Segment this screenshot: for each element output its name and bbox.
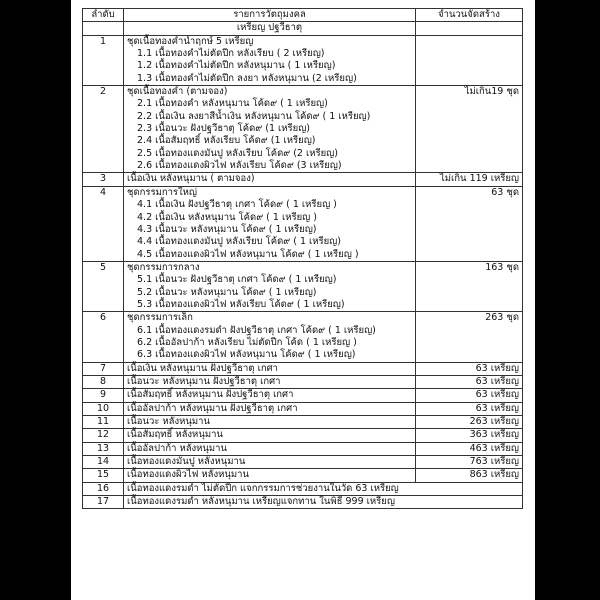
sub-item: 4.3 เนื้อนวะ หลังหนุมาน โค้ด๙ ( 1 เหรียญ) [137,223,317,235]
header-qty: จำนวนจัดสร้าง [416,9,523,22]
sub-item: 4.2 เนื้อเงิน หลังหนุมาน โค้ด๙ ( 1 เหรียญ ) [137,211,317,223]
row-description [124,261,416,311]
amulet-list-table [82,8,523,509]
row-number: 15 [83,469,124,482]
document-page [71,0,535,600]
coin-heading-row [83,22,523,35]
item-title: เนื้อทองแดงผิวไฟ หลังหนุมาน [127,469,249,481]
row-quantity [416,35,523,85]
table-row [83,261,523,311]
row-quantity: 763 เหรียญ [416,456,523,469]
row-description [124,35,416,85]
coin-heading: เหรียญ ปฐวีธาตุ [124,22,416,35]
table-row [83,482,523,495]
sub-item: 4.5 เนื้อทองแดงผิวไฟ หลังหนุมาน โค้ด๙ ( 1 เหรียญ ) [137,248,359,260]
row-quantity: 263 ชุด [416,312,523,362]
row-description [124,389,416,402]
item-title: เนื้อเงิน หลังหนุมาน ( ตามจอง) [127,173,255,185]
row-quantity: 463 เหรียญ [416,442,523,455]
table-row [83,442,523,455]
row-description [124,375,416,388]
sub-item: 5.2 เนื้อนวะ หลังหนุมาน โค้ด๙ ( 1 เหรียญ) [137,286,317,298]
row-quantity: 363 เหรียญ [416,429,523,442]
row-number: 12 [83,429,124,442]
table-row [83,375,523,388]
row-number: 10 [83,402,124,415]
sub-item: 2.4 เนื้อสัมฤทธิ์ หลังเรียบ โค้ด๙ (1 เหรียญ) [137,135,316,147]
row-description [124,362,416,375]
table-row [83,362,523,375]
item-title: เนื้อนวะ หลังหนุมาน ฝังปฐวีธาตุ เกศา [127,375,281,387]
sub-item: 2.3 เนื้อนวะ ฝังปฐวีธาตุ โค้ด๙ (1 เหรียญ) [137,123,311,135]
table-header-row [83,9,523,22]
row-number: 2 [83,86,124,173]
table-row [83,35,523,85]
sub-item: 2.2 เนื้อเงิน ลงยาสีน้ำเงิน หลังหนุมาน โค้ด๙ ( 1 เหรียญ) [137,110,371,122]
row-quantity: 263 เหรียญ [416,416,523,429]
row-description [124,186,416,261]
sub-item: 5.1 เนื้อนวะ ฝังปฐวีธาตุ เกศา โค้ด๙ ( 1 เหรียญ) [137,274,337,286]
row-number: 6 [83,312,124,362]
row-description [124,456,416,469]
row-description [124,86,416,173]
row-quantity: 63 เหรียญ [416,402,523,415]
row-number: 8 [83,375,124,388]
table-row [83,86,523,173]
sub-item: 4.1 เนื้อเงิน ฝังปฐวีธาตุ เกศา โค้ด๙ ( 1 เหรียญ ) [137,199,337,211]
row-number: 9 [83,389,124,402]
table-row [83,496,523,509]
item-title: เนื้อนวะ หลังหนุมาน [127,416,210,427]
row-description: เนื้อทองแดงรมดำ ไม่ตัดปีก แจกกรรมการช่วยงานในวัด 63 เหรียญ [124,482,523,495]
item-title: เนื้อสัมฤทธิ์ หลังหนุมาน [127,429,223,441]
item-title: ชุดเนื้อทองคำ (ตามจอง) [127,86,228,98]
row-description [124,442,416,455]
row-number: 14 [83,456,124,469]
sub-item: 5.3 เนื้อทองแดงผิวไฟ หลังเรียบ โค้ด๙ ( 1 เหรียญ) [137,298,345,310]
item-title: ชุดเนื้อทองคำนำฤกษ์ 5 เหรียญ [127,35,254,47]
item-title: ชุดกรรมการเล็ก [127,312,193,324]
row-number: 4 [83,186,124,261]
sub-item: 2.5 เนื้อทองแดงมันปู หลังเรียบ โค้ด๙ (2 เหรียญ) [137,147,338,159]
table-row [83,456,523,469]
row-number: 3 [83,173,124,186]
table-row [83,186,523,261]
item-title: ชุดกรรมการใหญ่ [127,186,198,198]
row-quantity: 163 ชุด [416,261,523,311]
row-quantity: 63 เหรียญ [416,389,523,402]
table-row [83,402,523,415]
item-title: เนื้อสัมฤทธิ์ หลังหนุมาน ฝังปฐวีธาตุ เกศา [127,389,294,401]
item-title: ชุดกรรมการกลาง [127,261,200,273]
row-quantity: 863 เหรียญ [416,469,523,482]
row-description: เนื้อทองแดงรมดำ หลังหนุมาน เหรียญแจกทาน ในพิธี 999 เหรียญ [124,496,523,509]
row-quantity: 63 ชุด [416,186,523,261]
sub-item: 6.2 เนื้ออัลปาก้า หลังเรียบ ไม่ตัดปีก โค้ด ( 1 เหรียญ ) [137,336,357,348]
header-list: รายการวัตถุมงคล [124,9,416,22]
row-number: 7 [83,362,124,375]
row-description [124,416,416,429]
table-row [83,416,523,429]
row-quantity: ไม่เกิน19 ชุด [416,86,523,173]
table-row [83,312,523,362]
table-row [83,173,523,186]
row-description [124,429,416,442]
row-number: 16 [83,482,124,495]
sub-item: 6.1 เนื้อทองแดงรมดำ ฝังปฐวีธาตุ เกศา โค้ด๙ ( 1 เหรียญ) [137,324,376,336]
row-quantity: 63 เหรียญ [416,375,523,388]
row-description [124,312,416,362]
row-description [124,402,416,415]
item-title: เนื้อทองแดงมันปู หลังหนุมาน [127,456,246,468]
row-number: 5 [83,261,124,311]
row-number: 11 [83,416,124,429]
item-title: เนื้ออัลปาก้า หลังหนุมาน ฝังปฐวีธาตุ เกศา [127,402,298,414]
sub-item: 6.3 เนื้อทองแดงผิวไฟ หลังหนุมาน โค้ด๙ ( 1 เหรียญ) [137,349,356,361]
row-description [124,173,416,186]
row-description [124,469,416,482]
row-number: 13 [83,442,124,455]
table-row [83,429,523,442]
sub-item: 2.1 เนื้อทองคำ หลังหนุมาน โค้ด๙ ( 1 เหรียญ) [137,98,328,110]
row-quantity: ไม่เกิน 119 เหรียญ [416,173,523,186]
sub-item: 1.2 เนื้อทองคำไม่ตัดปีก หลังหนุมาน ( 1 เหรียญ) [137,60,336,72]
table-row [83,469,523,482]
row-quantity: 63 เหรียญ [416,362,523,375]
sub-item: 1.1 เนื้อทองคำไม่ตัดปีก หลังเรียบ ( 2 เหรียญ) [137,48,325,60]
sub-item: 1.3 เนื้อทองคำไม่ตัดปีก ลงยา หลังหนุมาน (2 เหรียญ) [137,72,357,84]
header-no: ลำดับ [83,9,124,22]
row-number: 1 [83,35,124,85]
item-title: เนื้อเงิน หลังหนุมาน ฝังปฐวีธาตุ เกศา [127,362,278,374]
item-title: เนื้ออัลปาก้า หลังหนุมาน [127,442,228,454]
table-row [83,389,523,402]
row-number: 17 [83,496,124,509]
sub-item: 2.6 เนื้อทองแดงผิวไฟ หลังเรียบ โค้ด๙ (3 เหรียญ) [137,160,342,172]
sub-item: 4.4 เนื้อทองแดงมันปู หลังเรียบ โค้ด๙ ( 1 เหรียญ) [137,236,341,248]
